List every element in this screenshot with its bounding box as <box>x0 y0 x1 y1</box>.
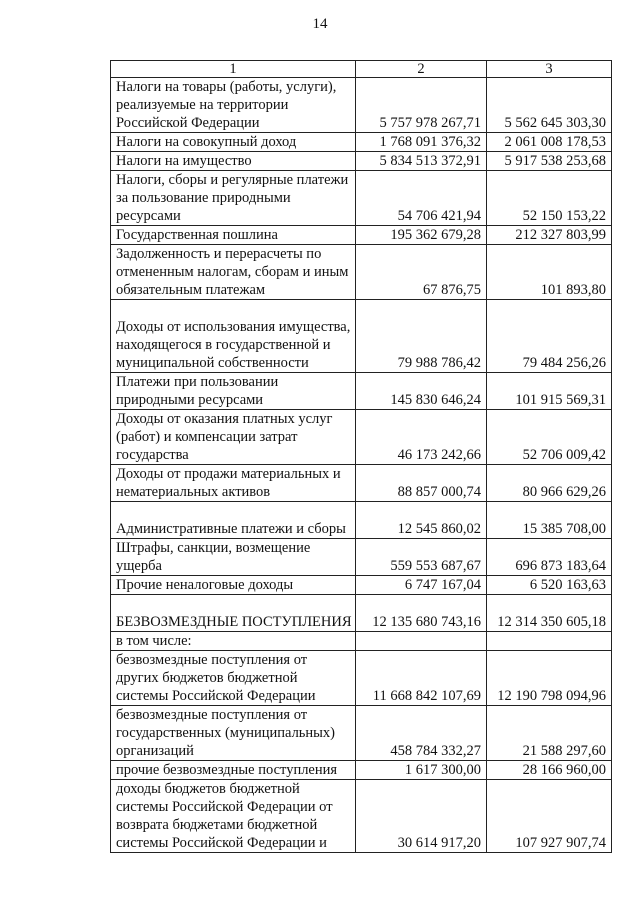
table-row <box>111 373 612 410</box>
row-label: БЕЗВОЗМЕЗДНЫЕ ПОСТУПЛЕНИЯ <box>111 595 356 632</box>
table-row <box>111 780 612 853</box>
row-label: в том числе: <box>111 632 356 651</box>
row-value-col2: 79 988 786,42 <box>356 300 487 373</box>
row-label: Доходы от оказания платных услуг (работ) и компенсации затрат государства <box>111 410 356 465</box>
column-header-1: 1 <box>111 61 356 78</box>
table-row <box>111 632 612 651</box>
row-value-col3: 12 314 350 605,18 <box>487 595 612 632</box>
row-value-col2: 195 362 679,28 <box>356 226 487 245</box>
table-header-row <box>111 61 612 78</box>
table-row <box>111 171 612 226</box>
row-value-col3: 12 190 798 094,96 <box>487 651 612 706</box>
row-label: Штрафы, санкции, возмещение ущерба <box>111 539 356 576</box>
row-label: безвозмездные поступления от государственных (муниципальных) организаций <box>111 706 356 761</box>
row-value-col2: 6 747 167,04 <box>356 576 487 595</box>
row-value-col3: 52 706 009,42 <box>487 410 612 465</box>
table-row <box>111 133 612 152</box>
row-label: Налоги, сборы и регулярные платежи за пользование природными ресурсами <box>111 171 356 226</box>
row-value-col3: 28 166 960,00 <box>487 761 612 780</box>
row-value-col2: 67 876,75 <box>356 245 487 300</box>
column-header-3: 3 <box>487 61 612 78</box>
row-value-col3 <box>487 632 612 651</box>
row-label: Государственная пошлина <box>111 226 356 245</box>
row-label: Задолженность и перерасчеты по отмененным налогам, сборам и иным обязательным платежам <box>111 245 356 300</box>
table-row <box>111 502 612 539</box>
row-value-col3: 696 873 183,64 <box>487 539 612 576</box>
row-value-col2: 559 553 687,67 <box>356 539 487 576</box>
row-value-col3: 6 520 163,63 <box>487 576 612 595</box>
table-row <box>111 245 612 300</box>
row-value-col3: 5 562 645 303,30 <box>487 78 612 133</box>
table-row <box>111 761 612 780</box>
table-row <box>111 300 612 373</box>
row-value-col2 <box>356 632 487 651</box>
row-value-col3: 52 150 153,22 <box>487 171 612 226</box>
row-value-col2: 30 614 917,20 <box>356 780 487 853</box>
table-row <box>111 539 612 576</box>
row-value-col2: 458 784 332,27 <box>356 706 487 761</box>
row-label: Налоги на товары (работы, услуги), реализуемые на территории Российской Федерации <box>111 78 356 133</box>
row-value-col2: 12 545 860,02 <box>356 502 487 539</box>
row-value-col2: 5 757 978 267,71 <box>356 78 487 133</box>
budget-revenue-table <box>110 60 612 853</box>
row-value-col3: 2 061 008 178,53 <box>487 133 612 152</box>
column-header-2: 2 <box>356 61 487 78</box>
row-value-col3: 15 385 708,00 <box>487 502 612 539</box>
table-row <box>111 465 612 502</box>
table-row <box>111 78 612 133</box>
row-value-col2: 88 857 000,74 <box>356 465 487 502</box>
row-value-col3: 5 917 538 253,68 <box>487 152 612 171</box>
table-row <box>111 706 612 761</box>
table-row <box>111 152 612 171</box>
table-row <box>111 595 612 632</box>
row-label: безвозмездные поступления от других бюджетов бюджетной системы Российской Федерации <box>111 651 356 706</box>
row-value-col2: 11 668 842 107,69 <box>356 651 487 706</box>
table-row <box>111 651 612 706</box>
row-value-col2: 12 135 680 743,16 <box>356 595 487 632</box>
page-number: 14 <box>312 16 328 32</box>
row-label: Платежи при пользовании природными ресурсами <box>111 373 356 410</box>
row-label: прочие безвозмездные поступления <box>111 761 356 780</box>
row-value-col2: 46 173 242,66 <box>356 410 487 465</box>
row-label: доходы бюджетов бюджетной системы Российской Федерации от возврата бюджетами бюджетной системы Российской Федерации и <box>111 780 356 853</box>
row-value-col2: 145 830 646,24 <box>356 373 487 410</box>
row-label: Налоги на имущество <box>111 152 356 171</box>
row-value-col3: 79 484 256,26 <box>487 300 612 373</box>
row-label: Доходы от использования имущества, находящегося в государственной и муниципальной собственности <box>111 300 356 373</box>
row-value-col2: 1 768 091 376,32 <box>356 133 487 152</box>
row-value-col2: 54 706 421,94 <box>356 171 487 226</box>
row-value-col3: 21 588 297,60 <box>487 706 612 761</box>
row-value-col3: 212 327 803,99 <box>487 226 612 245</box>
table-row <box>111 410 612 465</box>
row-label: Доходы от продажи материальных и нематериальных активов <box>111 465 356 502</box>
row-value-col2: 5 834 513 372,91 <box>356 152 487 171</box>
table-row <box>111 576 612 595</box>
row-value-col3: 80 966 629,26 <box>487 465 612 502</box>
row-value-col3: 101 915 569,31 <box>487 373 612 410</box>
row-value-col3: 107 927 907,74 <box>487 780 612 853</box>
row-value-col3: 101 893,80 <box>487 245 612 300</box>
row-value-col2: 1 617 300,00 <box>356 761 487 780</box>
table-row <box>111 226 612 245</box>
row-label: Налоги на совокупный доход <box>111 133 356 152</box>
row-label: Прочие неналоговые доходы <box>111 576 356 595</box>
row-label: Административные платежи и сборы <box>111 502 356 539</box>
